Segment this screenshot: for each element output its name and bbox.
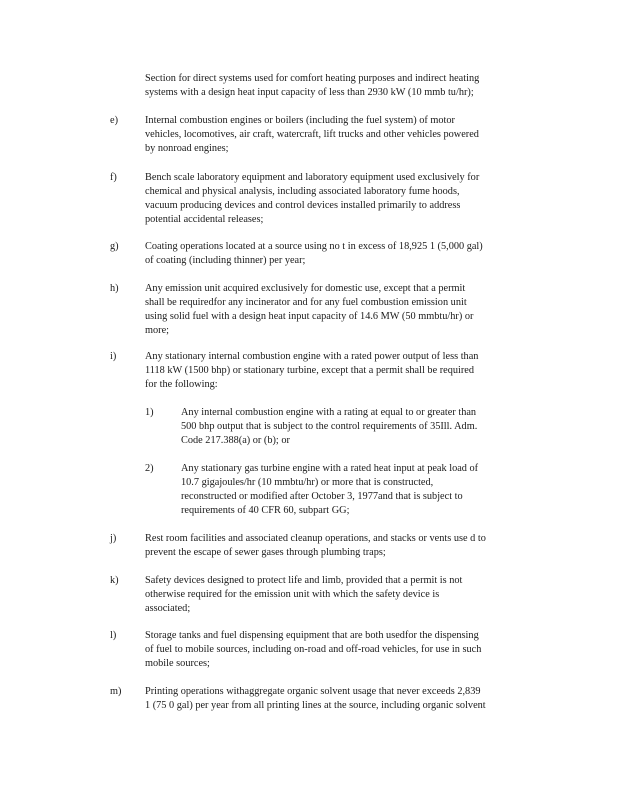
item-e-paragraph xyxy=(145,114,540,156)
item-f-paragraph xyxy=(145,171,540,227)
text-line: of fuel to mobile sources, including on-road and off-road vehicles, for use in such xyxy=(145,644,482,655)
text-line: Any stationary gas turbine engine with a rated heat input at peak load of xyxy=(181,463,479,474)
text-line: Coating operations located at a source using no t in excess of 18,925 1 (5,000 gal) xyxy=(145,241,483,252)
item-marker: g) xyxy=(110,241,119,252)
item-marker: j) xyxy=(110,533,117,544)
text-line: more; xyxy=(145,325,170,336)
subitem-2-paragraph xyxy=(181,462,541,518)
intro-paragraph xyxy=(145,72,540,100)
text-line: 1118 kW (1500 bhp) or stationary turbine, except that a permit shall be required xyxy=(145,365,475,376)
text-line: 1 (75 0 gal) per year from all printing lines at the source, including organic solvent xyxy=(145,700,486,711)
text-line: mobile sources; xyxy=(145,658,210,669)
subitem-marker: 1) xyxy=(145,407,154,418)
text-line: Section for direct systems used for comfort heating purposes and indirect heating xyxy=(145,73,480,84)
text-line: 10.7 gigajoules/hr (10 mmbtu/hr) or more that is constructed, xyxy=(181,477,434,488)
text-line: vehicles, locomotives, air craft, watercraft, lift trucks and other vehicles powered xyxy=(145,129,479,140)
text-line: potential accidental releases; xyxy=(145,214,264,225)
item-k-paragraph xyxy=(145,574,540,616)
text-line: Any internal combustion engine with a rating at equal to or greater than xyxy=(181,407,477,418)
text-line: Rest room facilities and associated cleanup operations, and stacks or vents use d to xyxy=(145,533,486,544)
text-line: Storage tanks and fuel dispensing equipment that are both usedfor the dispensing xyxy=(145,630,479,641)
subitem-1-paragraph xyxy=(181,406,541,448)
subitem-marker: 2) xyxy=(145,463,154,474)
text-line: Printing operations withaggregate organic solvent usage that never exceeds 2,839 xyxy=(145,686,481,697)
item-marker: m) xyxy=(110,686,122,697)
item-marker: l) xyxy=(110,630,117,641)
item-marker: e) xyxy=(110,115,118,126)
item-marker: k) xyxy=(110,575,119,586)
text-line: Safety devices designed to protect life and limb, provided that a permit is not xyxy=(145,575,463,586)
text-line: chemical and physical analysis, including associated laboratory fume hoods, xyxy=(145,186,460,197)
text-line: systems with a design heat input capacity of less than 2930 kW (10 mmb tu/hr); xyxy=(145,87,474,98)
text-line: Any emission unit acquired exclusively for domestic use, except that a permit xyxy=(145,283,466,294)
item-marker: i) xyxy=(110,351,117,362)
text-line: Code 217.388(a) or (b); or xyxy=(181,435,290,446)
item-m-paragraph xyxy=(145,685,540,713)
text-line: otherwise required for the emission unit with which the safety device is xyxy=(145,589,440,600)
text-line: associated; xyxy=(145,603,191,614)
item-l-paragraph xyxy=(145,629,540,671)
text-line: using solid fuel with a design heat input capacity of 14.6 MW (50 mmbtu/hr) or xyxy=(145,311,474,322)
text-line: Any stationary internal combustion engine with a rated power output of less than xyxy=(145,351,479,362)
text-line: reconstructed or modified after October 3, 1977and that is subject to xyxy=(181,491,463,502)
text-line: shall be requiredfor any incinerator and for any fuel combustion emission unit xyxy=(145,297,467,308)
text-line: of coating (including thinner) per year; xyxy=(145,255,306,266)
item-marker: f) xyxy=(110,172,117,183)
text-line: vacuum producing devices and control devices installed primarily to address xyxy=(145,200,461,211)
text-line: requirements of 40 CFR 60, subpart GG; xyxy=(181,505,350,516)
item-marker: h) xyxy=(110,283,119,294)
text-line: Internal combustion engines or boilers (including the fuel system) of motor xyxy=(145,115,455,126)
text-line: 500 bhp output that is subject to the control requirements of 35Ill. Adm. xyxy=(181,421,478,432)
item-j-paragraph xyxy=(145,532,540,560)
item-i-paragraph xyxy=(145,350,540,392)
text-line: for the following: xyxy=(145,379,218,390)
item-h-paragraph xyxy=(145,282,540,338)
text-line: Bench scale laboratory equipment and laboratory equipment used exclusively for xyxy=(145,172,480,183)
item-g-paragraph xyxy=(145,240,540,268)
text-line: by nonroad engines; xyxy=(145,143,229,154)
text-line: prevent the escape of sewer gases through plumbing traps; xyxy=(145,547,386,558)
